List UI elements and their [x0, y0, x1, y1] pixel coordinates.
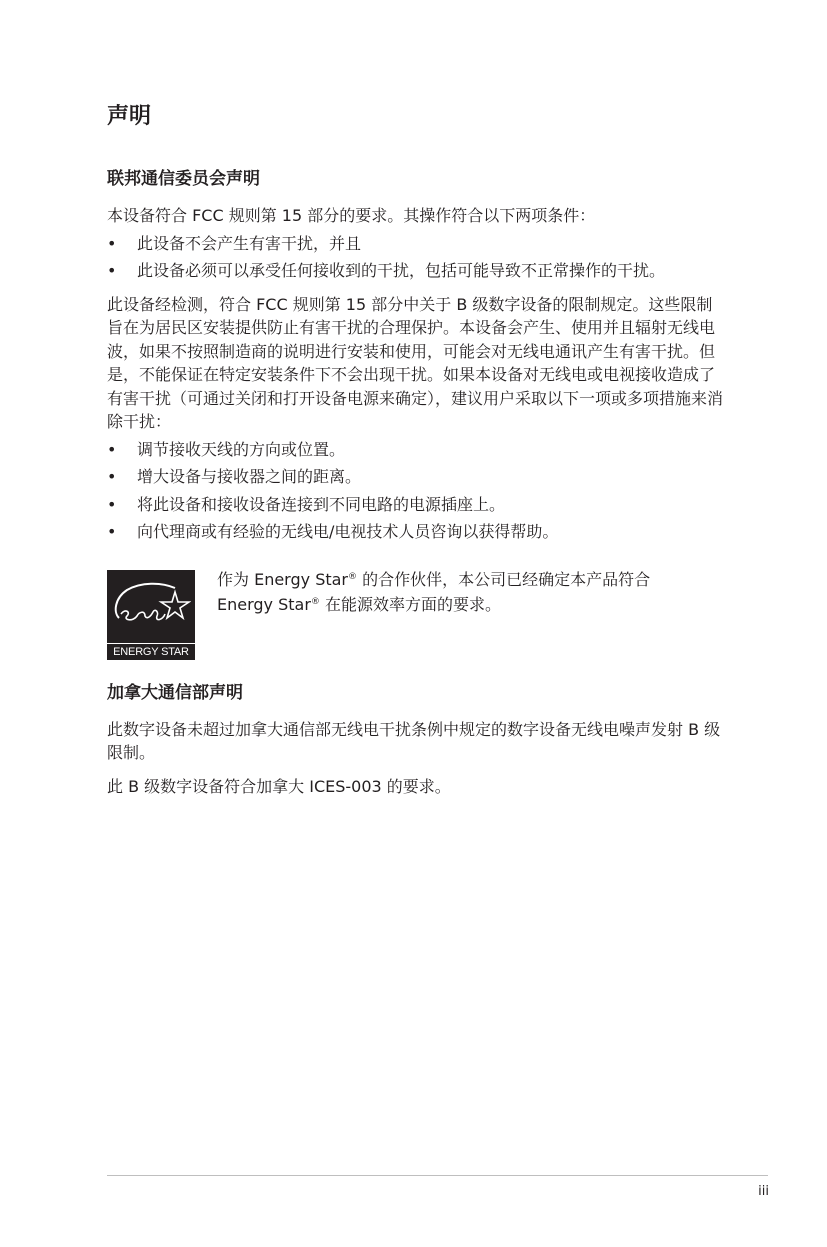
list-item: • 此设备不会产生有害干扰，并且 [107, 232, 727, 256]
list-item: • 增大设备与接收器之间的距离。 [107, 465, 727, 489]
registered-mark: ® [310, 597, 320, 607]
energy-star-block [107, 566, 727, 660]
document-page [107, 100, 727, 798]
list-item: • 此设备必须可以承受任何接收到的干扰，包括可能导致不正常操作的干扰。 [107, 259, 727, 283]
energy-star-logo-label: ENERGY STAR [107, 643, 195, 658]
fcc-heading: 联邦通信委员会声明 [107, 169, 260, 189]
list-item: • 向代理商或有经验的无线电/电视技术人员咨询以获得帮助。 [107, 520, 727, 544]
energy-text-part: Energy Star [217, 595, 311, 614]
fcc-measures-list [107, 438, 727, 544]
fcc-intro: 本设备符合 FCC 规则第 15 部分的要求。其操作符合以下两项条件： [107, 206, 596, 225]
canada-paragraph-2: 此 B 级数字设备符合加拿大 ICES-003 的要求。 [107, 776, 451, 796]
energy-text-part: 在能源效率方面的要求。 [319, 595, 502, 614]
footer-divider [107, 1175, 768, 1176]
list-item: • 调节接收天线的方向或位置。 [107, 438, 727, 462]
energy-star-icon [111, 578, 191, 634]
fcc-conditions-list [107, 232, 727, 283]
list-item: • 将此设备和接收设备连接到不同电路的电源插座上。 [107, 493, 727, 517]
fcc-paragraph: 此设备经检测，符合 FCC 规则第 15 部分中关于 B 级数字设备的限制规定。这些限制旨在为居民区安装提供防止有害干扰的合理保护。本设备会产生、使用并且辐射无线电波，如果不按照制造商的说明进行安装和使用，可能会对无线电通讯产生有害干扰。但是，不能保证在特定安装条件下不会出现干扰。如果本设备对无线电或电视接收造成了有害干扰（可通过关闭和打开设备电源来确定），建议用户采取以下一项或多项措施来消除干扰： [107, 294, 724, 431]
energy-star-logo [107, 570, 195, 660]
canada-paragraph-1: 此数字设备未超过加拿大通信部无线电干扰条例中规定的数字设备无线电噪声发射 B 级限制。 [107, 719, 721, 762]
page-number: iii [758, 1184, 769, 1199]
canada-heading: 加拿大通信部声明 [107, 682, 243, 703]
energy-star-text [217, 566, 650, 660]
registered-mark: ® [348, 571, 358, 582]
energy-text-part: 的合作伙伴，本公司已经确定本产品符合 [357, 569, 651, 589]
energy-text-part: 作为 Energy Star [217, 569, 349, 589]
page-title: 声明 [107, 104, 152, 129]
